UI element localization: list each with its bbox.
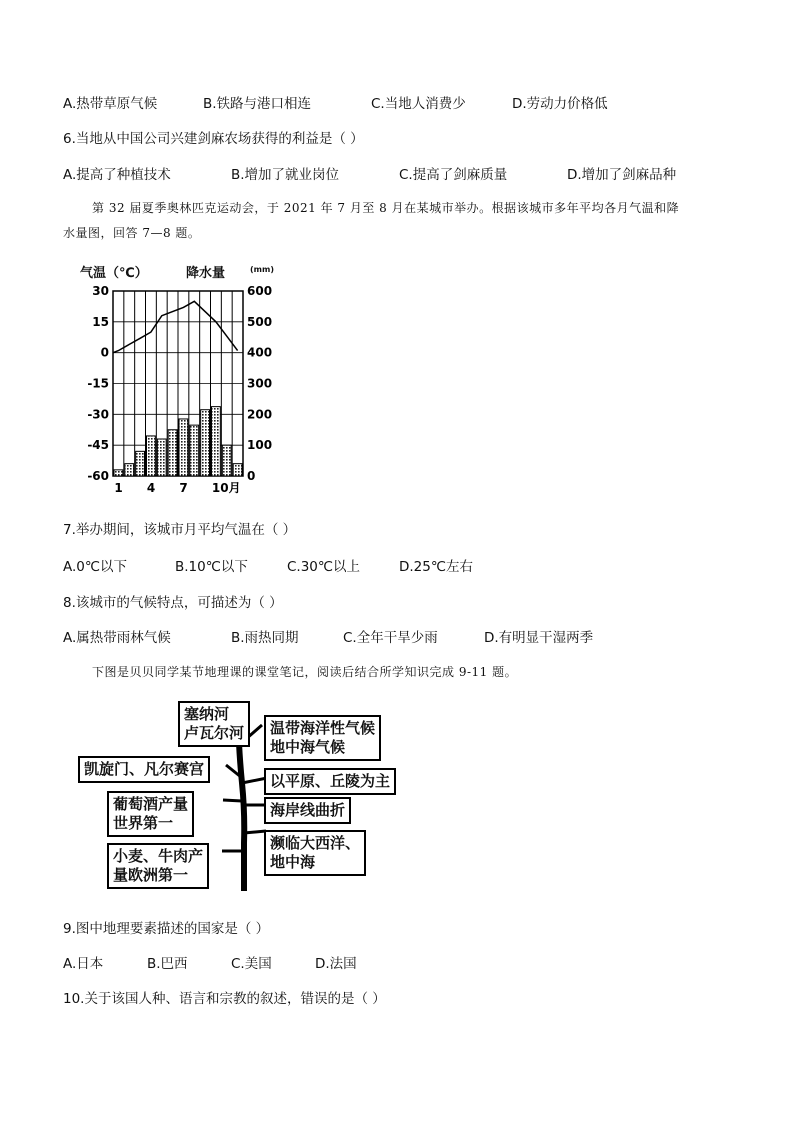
precipitation-bar bbox=[136, 451, 145, 476]
precipitation-bar bbox=[179, 419, 188, 476]
note-farm bbox=[107, 843, 209, 889]
q10-stem: 10.关于该国人种、语言和宗教的叙述，错误的是（ ） bbox=[63, 991, 386, 1007]
climate-chart bbox=[70, 258, 285, 498]
q8-option-b: B.雨热同期 bbox=[231, 630, 299, 646]
q8-option-a: A.属热带雨林气候 bbox=[63, 630, 171, 646]
note-seas bbox=[264, 830, 366, 876]
q6-option-c: C.提高了剑麻质量 bbox=[399, 167, 508, 183]
q8-option-d: D.有明显干湿两季 bbox=[484, 630, 594, 646]
precipitation-bar bbox=[201, 410, 210, 476]
note-landmarks: 凯旋门、凡尔赛宫 bbox=[78, 756, 210, 783]
temperature-tick-label: -15 bbox=[87, 376, 109, 391]
precipitation-tick-label: 600 bbox=[247, 284, 273, 298]
precipitation-bar bbox=[222, 445, 231, 476]
intro-7-8-line1: 第 32 届夏季奥林匹克运动会，于 2021 年 7 月至 8 月在某城市举办。根据该城市多年平均各月气温和降 bbox=[92, 201, 680, 215]
precipitation-tick-label: 400 bbox=[247, 345, 273, 360]
precipitation-tick-label: 300 bbox=[247, 376, 273, 391]
intro-7-8-line2: 水量图，回答 7—8 题。 bbox=[63, 226, 201, 240]
q6-stem: 6.当地从中国公司兴建剑麻农场获得的利益是（ ） bbox=[63, 131, 364, 147]
note-wine-line1: 葡萄酒产量 bbox=[113, 795, 189, 813]
note-terrain: 以平原、丘陵为主 bbox=[264, 768, 396, 795]
temperature-tick-label: 30 bbox=[92, 284, 109, 298]
note-climate-line2: 地中海气候 bbox=[270, 738, 346, 756]
q5-option-a: A.热带草原气候 bbox=[63, 96, 158, 112]
precipitation-bar bbox=[190, 425, 199, 476]
q7-option-d: D.25℃左右 bbox=[399, 559, 474, 575]
note-farm-line1: 小麦、牛肉产 bbox=[113, 847, 204, 865]
intro-9-11: 下图是贝贝同学某节地理课的课堂笔记，阅读后结合所学知识完成 9-11 题。 bbox=[92, 665, 518, 679]
temperature-axis-title: 气温（℃） bbox=[80, 266, 148, 281]
note-seas-line1: 濒临大西洋、 bbox=[270, 834, 361, 852]
note-wine bbox=[107, 791, 194, 837]
note-coast: 海岸线曲折 bbox=[264, 797, 351, 824]
note-wine-line2: 世界第一 bbox=[113, 814, 174, 832]
temperature-tick-label: 15 bbox=[92, 314, 109, 329]
precipitation-bar bbox=[147, 436, 156, 476]
precipitation-bar bbox=[212, 407, 221, 476]
q9-option-c: C.美国 bbox=[231, 956, 272, 972]
q9-option-a: A.日本 bbox=[63, 956, 104, 972]
q5-option-c: C.当地人消费少 bbox=[371, 96, 466, 112]
q9-option-d: D.法国 bbox=[315, 956, 357, 972]
q7-option-b: B.10℃以下 bbox=[175, 559, 248, 575]
precipitation-bar bbox=[114, 470, 123, 476]
month-tick-label: 10月 bbox=[211, 481, 241, 495]
note-climate bbox=[264, 715, 381, 761]
temperature-line bbox=[113, 301, 238, 352]
precipitation-tick-label: 0 bbox=[247, 469, 256, 483]
precipitation-bar bbox=[168, 430, 177, 476]
temperature-tick-label: -45 bbox=[87, 438, 109, 453]
precipitation-bar bbox=[125, 464, 134, 476]
note-seas-line2: 地中海 bbox=[270, 853, 316, 871]
q7-stem: 7.举办期间，该城市月平均气温在（ ） bbox=[63, 522, 297, 538]
climate-chart-plot bbox=[70, 258, 285, 498]
precipitation-axis-title: 降水量 bbox=[186, 266, 226, 281]
note-farm-line2: 量欧洲第一 bbox=[113, 866, 189, 884]
q9-stem: 9.图中地理要素描述的国家是（ ） bbox=[63, 921, 270, 937]
note-rivers bbox=[178, 701, 250, 747]
q6-option-a: A.提高了种植技术 bbox=[63, 167, 171, 183]
temperature-tick-label: -30 bbox=[87, 407, 109, 422]
q5-option-d: D.劳动力价格低 bbox=[512, 96, 608, 112]
note-rivers-line2: 卢瓦尔河 bbox=[184, 724, 245, 742]
month-tick-label: 7 bbox=[179, 481, 188, 495]
precipitation-tick-label: 500 bbox=[247, 314, 273, 329]
precipitation-axis-unit: (mm) bbox=[250, 265, 274, 274]
q6-option-b: B.增加了就业岗位 bbox=[231, 167, 340, 183]
month-tick-label: 1 bbox=[114, 481, 123, 495]
precipitation-bar bbox=[157, 439, 166, 476]
q7-option-c: C.30℃以上 bbox=[287, 559, 361, 575]
precipitation-tick-label: 200 bbox=[247, 407, 273, 422]
month-tick-label: 4 bbox=[146, 481, 156, 495]
note-climate-line1: 温带海洋性气候 bbox=[270, 719, 376, 737]
temperature-tick-label: -60 bbox=[87, 469, 109, 483]
q5-option-b: B.铁路与港口相连 bbox=[203, 96, 312, 112]
q7-option-a: A.0℃以下 bbox=[63, 559, 128, 575]
q6-option-d: D.增加了剑麻品种 bbox=[567, 167, 677, 183]
q8-stem: 8.该城市的气候特点，可描述为（ ） bbox=[63, 595, 283, 611]
q9-option-b: B.巴西 bbox=[147, 956, 188, 972]
notes-tree-diagram bbox=[76, 693, 416, 893]
q8-option-c: C.全年干旱少雨 bbox=[343, 630, 438, 646]
temperature-tick-label: 0 bbox=[100, 345, 109, 360]
precipitation-bar bbox=[233, 464, 242, 476]
precipitation-tick-label: 100 bbox=[247, 438, 273, 453]
note-rivers-line1: 塞纳河 bbox=[184, 705, 230, 723]
